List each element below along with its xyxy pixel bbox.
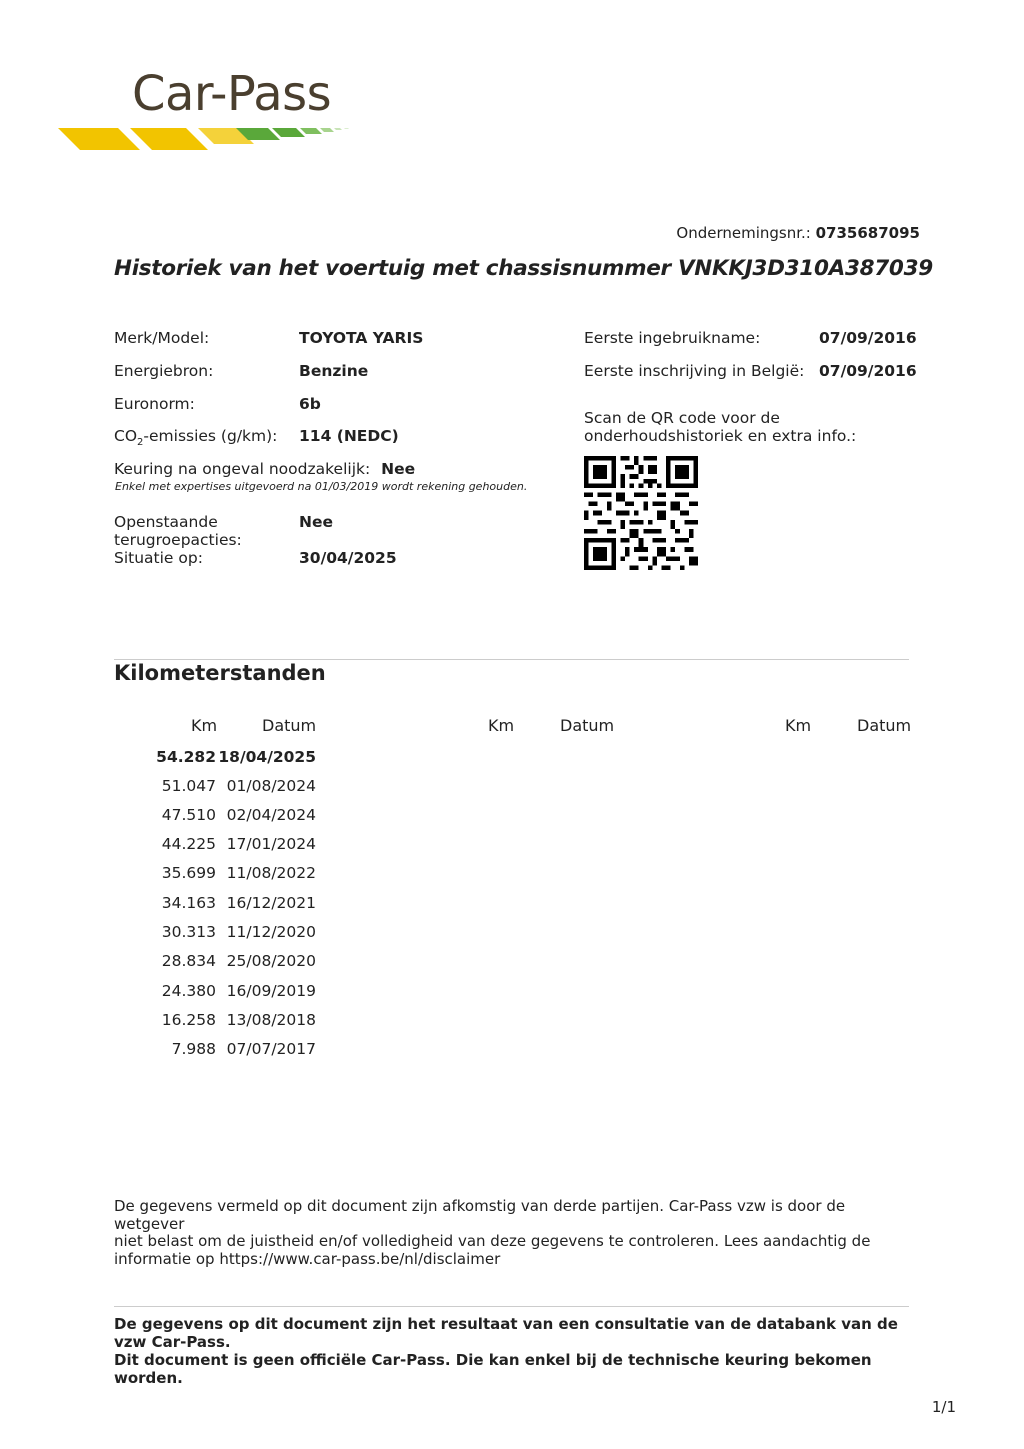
logo-wordmark: Car-Pass — [132, 66, 332, 122]
mileage-km: 28.834 — [161, 952, 216, 970]
first-registration-value: 07/09/2016 — [819, 362, 917, 380]
recalls-label-line1: Openstaande — [114, 513, 218, 531]
mileage-row — [114, 806, 316, 835]
col-date-3: Datum — [857, 716, 912, 735]
bottom-note — [114, 1315, 914, 1387]
col-km-2: Km — [488, 716, 515, 735]
mileage-date: 07/07/2017 — [226, 1040, 316, 1058]
mileage-row — [114, 923, 316, 952]
col-date-2: Datum — [560, 716, 615, 735]
company-number — [676, 224, 920, 242]
euronorm-label: Euronorm: — [114, 395, 195, 413]
qr-code[interactable] — [584, 456, 698, 570]
mileage-row — [114, 864, 316, 893]
co2-value: 114 (NEDC) — [299, 427, 399, 445]
first-registration-label: Eerste inschrijving in België: — [584, 362, 805, 380]
mileage-km: 7.988 — [171, 1040, 216, 1058]
mileage-date: 16/12/2021 — [226, 894, 316, 912]
mileage-row — [114, 1011, 316, 1040]
co2-label — [114, 427, 277, 448]
energy-value: Benzine — [299, 362, 369, 380]
situation-value: 30/04/2025 — [299, 549, 397, 567]
mileage-km: 44.225 — [161, 835, 216, 853]
mileage-km: 35.699 — [161, 864, 216, 882]
mileage-date: 02/04/2024 — [226, 806, 316, 824]
mileage-km: 30.313 — [161, 923, 216, 941]
mileage-row — [114, 952, 316, 981]
accident-inspection-row — [114, 460, 415, 478]
mileage-date: 16/09/2019 — [226, 982, 316, 1000]
mileage-km: 34.163 — [161, 894, 216, 912]
disclaimer-line2: niet belast om de juistheid en/of volledigheid van deze gegevens te controleren. Lees aandachtig de — [114, 1232, 871, 1250]
co2-label-suffix: -emissies (g/km): — [143, 427, 278, 445]
accident-inspection-note: Enkel met expertises uitgevoerd na 01/03/2019 wordt rekening gehouden. — [115, 480, 528, 493]
col-date-1: Datum — [262, 716, 317, 735]
disclaimer-text — [114, 1198, 914, 1268]
mileage-date: 18/04/2025 — [218, 748, 316, 766]
qr-instructions-line2: onderhoudshistoriek en extra info.: — [584, 427, 857, 445]
energy-label: Energiebron: — [114, 362, 214, 380]
mileage-km: 51.047 — [161, 777, 216, 795]
qr-instructions-line1: Scan de QR code voor de — [584, 409, 780, 427]
mileage-row — [114, 835, 316, 864]
co2-label-prefix: CO — [114, 427, 138, 445]
page-title: Historiek van het voertuig met chassisnummer VNKKJ3D310A387039 — [114, 256, 933, 281]
mileage-row — [114, 982, 316, 1011]
mileage-row — [114, 777, 316, 806]
accident-inspection-value: Nee — [381, 460, 416, 478]
recalls-label-line2: terugroepacties: — [114, 531, 242, 549]
co2-label-sub: 2 — [137, 437, 144, 449]
disclaimer-line1: De gegevens vermeld op dit document zijn afkomstig van derde partijen. Car-Pass vzw is door de wetgever — [114, 1197, 846, 1233]
first-use-value: 07/09/2016 — [819, 329, 917, 347]
situation-label: Situatie op: — [114, 549, 203, 567]
mileage-km: 24.380 — [161, 982, 216, 1000]
section-divider — [114, 659, 909, 660]
mileage-km: 16.258 — [161, 1011, 216, 1029]
mileage-km: 47.510 — [161, 806, 216, 824]
mileage-row — [114, 1040, 316, 1069]
recalls-value: Nee — [299, 513, 333, 531]
disclaimer-line3[interactable]: informatie op https://www.car-pass.be/nl/disclaimer — [114, 1249, 501, 1268]
euronorm-value: 6b — [299, 395, 321, 413]
mileage-row — [114, 748, 316, 777]
first-use-label: Eerste ingebruikname: — [584, 329, 761, 347]
col-km-3: Km — [785, 716, 812, 735]
company-number-value: 0735687095 — [815, 224, 920, 242]
mileage-date: 17/01/2024 — [226, 835, 316, 853]
mileage-km: 54.282 — [156, 748, 216, 766]
mileage-date: 13/08/2018 — [226, 1011, 316, 1029]
mileage-date: 11/12/2020 — [226, 923, 316, 941]
mileage-row — [114, 894, 316, 923]
logo-stripes-graphic — [58, 124, 354, 154]
bottom-note-line2: Dit document is geen officiële Car-Pass. Die kan enkel bij de technische keuring bekomen worden. — [114, 1351, 872, 1387]
company-number-label: Ondernemingsnr.: — [676, 224, 811, 242]
footer-divider — [114, 1306, 909, 1307]
accident-inspection-label: Keuring na ongeval noodzakelijk: — [114, 460, 371, 478]
page-number: 1/1 — [931, 1398, 956, 1416]
qr-instructions — [584, 409, 856, 445]
brand-model-value: TOYOTA YARIS — [299, 329, 424, 347]
mileage-section-title: Kilometerstanden — [114, 661, 326, 685]
brand-model-label: Merk/Model: — [114, 329, 210, 347]
mileage-date: 25/08/2020 — [226, 952, 316, 970]
mileage-date: 01/08/2024 — [226, 777, 316, 795]
col-km-1: Km — [191, 716, 218, 735]
mileage-date: 11/08/2022 — [226, 864, 316, 882]
bottom-note-line1: De gegevens op dit document zijn het resultaat van een consultatie van de databank van de vzw Car-Pass. — [114, 1315, 898, 1351]
recalls-label — [114, 513, 242, 549]
